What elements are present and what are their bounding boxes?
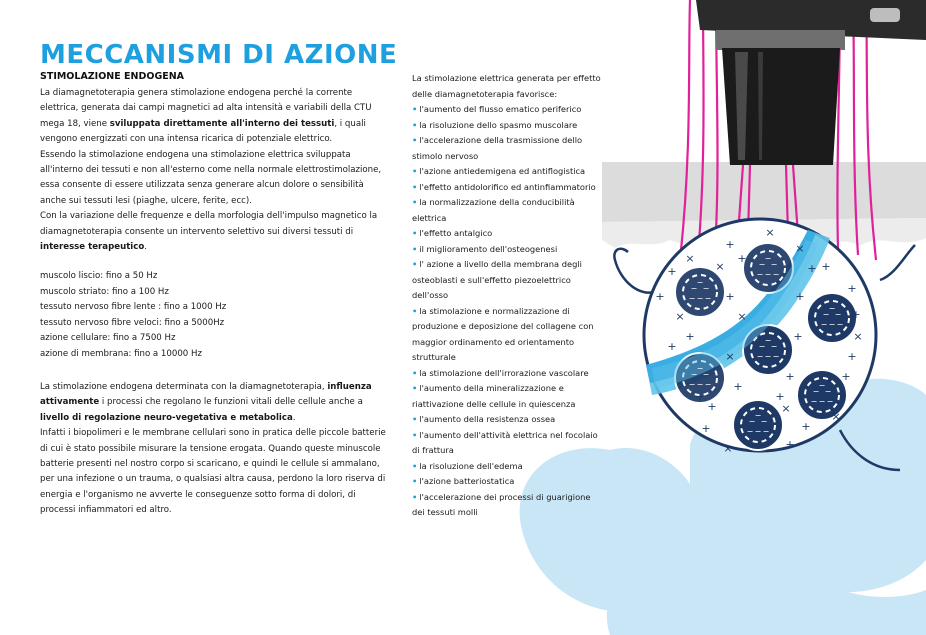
charge-mark: − [824, 387, 832, 396]
small-cell [807, 293, 857, 343]
page-title: MECCANISMI DI AZIONE [40, 40, 398, 70]
charge-mark: − [836, 320, 844, 329]
charge-mark: × [765, 226, 775, 239]
charge-mark: × [675, 310, 685, 323]
charge-mark: × [715, 260, 725, 273]
charge-mark: + [655, 290, 665, 303]
cellular-paragraph-2: Infatti i biopolimeri e le membrane cellulari sono in pratica delle piccole batterie di cui è stato possibile misurare la tensione erogata. Quando queste minuscole batterie presenti nel nostro corpo si scaricano, e quindi le cellule si ammalano, per una infezione o un trauma, o qualsiasi altra causa, perdono la loro riserva di energia e l'organismo ne avverte le conseguenze sotto forma di dolori, di processi infiammatori ed altro. [40, 428, 386, 516]
charge-mark: + [851, 308, 861, 321]
left-column [40, 86, 392, 519]
charge-mark: − [812, 387, 820, 396]
effect-item [412, 474, 602, 490]
charge-mark: + [785, 370, 795, 383]
charge-mark: − [818, 381, 826, 390]
effect-text: la risoluzione dell'edema [419, 460, 523, 471]
charge-mark: − [764, 270, 772, 279]
frequency-item: tessuto nervoso fibre veloci: fino a 5000Hz [40, 317, 225, 328]
effect-item [412, 180, 602, 196]
effects-intro: La stimolazione elettrica generata per effetto delle diamagnetoterapia favorisce: [412, 73, 601, 99]
charge-mark: + [795, 290, 805, 303]
effects-list [412, 102, 602, 521]
charge-mark: × [737, 310, 747, 323]
charge-mark: + [667, 340, 677, 353]
effect-item [412, 164, 602, 180]
effect-text: la risoluzione dello spasmo muscolare [419, 119, 578, 130]
charge-mark: − [690, 370, 698, 379]
charge-mark: × [795, 242, 805, 255]
bullet-icon: • [412, 429, 418, 440]
charge-mark: + [685, 330, 695, 343]
effect-text: la stimolazione dell'irrorazione vascolare [419, 367, 589, 378]
effect-item [412, 195, 602, 226]
charge-mark: × [831, 410, 841, 423]
bullet-icon: • [412, 104, 418, 114]
charge-mark: + [737, 252, 747, 265]
effect-item [412, 412, 602, 428]
charge-mark: − [688, 380, 696, 389]
charge-mark: − [770, 260, 778, 269]
charge-mark: − [826, 397, 834, 406]
frequency-item: azione cellulare: fino a 7500 Hz [40, 333, 176, 344]
charge-mark: + [801, 420, 811, 433]
effect-item [412, 102, 602, 118]
effect-item [412, 242, 602, 258]
charge-mark: × [853, 330, 863, 343]
bullet-icon: • [412, 197, 418, 207]
effect-text: la normalizzazione della conducibilità elettrica [412, 197, 575, 223]
effect-text: la stimolazione e normalizzazione di produzione e deposizione del collagene con maggior ordinamento ed orientamento strutturale [412, 305, 594, 362]
spacer [40, 255, 392, 269]
charge-mark: − [746, 427, 754, 436]
charge-mark: − [748, 417, 756, 426]
charge-mark: + [667, 265, 677, 278]
intro-paragraph-3: Con la variazione delle frequenze e della morfologia dell'impulso magnetico la diamagnetoterapia consente un intervento selettivo sui diversi tessuti di interesse terapeutico. [40, 211, 378, 253]
bullet-icon: • [412, 243, 418, 254]
section-subtitle: STIMOLAZIONE ENDOGENA [40, 71, 185, 82]
charge-mark: − [704, 294, 712, 303]
effect-text: l'effetto antidolorifico ed antinfiammatorio [419, 181, 596, 192]
charge-mark: + [785, 438, 795, 451]
charge-mark: − [696, 380, 704, 389]
bullet-icon: • [412, 181, 418, 192]
applicator-device [696, 0, 926, 165]
charge-mark: − [772, 270, 780, 279]
charge-mark: − [828, 304, 836, 313]
charge-mark: + [775, 390, 785, 403]
bullet-icon: • [412, 476, 418, 486]
charge-mark: − [688, 294, 696, 303]
frequency-item: muscolo striato: fino a 100 Hz [40, 286, 169, 297]
effect-text: l'aumento del flusso ematico periferico [419, 104, 582, 114]
effect-text: il miglioramento dell'osteogenesi [419, 243, 558, 254]
charge-mark: × [725, 350, 735, 363]
charge-mark: − [828, 320, 836, 329]
bullet-icon: • [412, 259, 418, 269]
spacer [40, 362, 392, 380]
frequency-item: tessuto nervoso fibre lente : fino a 1000 Hz [40, 302, 227, 313]
charge-mark: + [847, 282, 857, 295]
bullet-icon: • [412, 135, 418, 145]
charge-mark: + [695, 390, 705, 403]
bullet-icon: • [412, 119, 418, 130]
bullet-icon: • [412, 305, 418, 316]
bullet-icon: • [412, 228, 418, 238]
bullet-icon: • [412, 367, 418, 378]
charge-mark: + [821, 260, 831, 273]
charge-mark: + [793, 330, 803, 343]
effect-text: l' azione a livello della membrana degli osteoblasti e sull'effetto piezoelettrico dell'osso [412, 259, 582, 300]
effect-item [412, 118, 602, 134]
charge-mark: + [733, 380, 743, 393]
frequency-item: muscolo liscio: fino a 50 Hz [40, 271, 158, 282]
charge-mark: − [760, 417, 768, 426]
charge-mark: − [696, 294, 704, 303]
charge-mark: − [772, 352, 780, 361]
effect-item [412, 304, 602, 366]
effect-item [412, 428, 602, 459]
charge-mark: − [762, 427, 770, 436]
effect-item [412, 226, 602, 242]
effect-text: l'azione batteriostatica [419, 476, 515, 486]
frequency-list [40, 269, 392, 361]
charge-mark: − [754, 411, 762, 420]
charge-mark: − [696, 364, 704, 373]
bullet-icon: • [412, 383, 418, 393]
effect-text: l'accelerazione della trasmissione dello stimolo nervoso [412, 135, 583, 161]
small-cell [733, 400, 783, 450]
charge-mark: − [696, 278, 704, 287]
cellular-paragraph-1: La stimolazione endogena determinata con la diamagnetoterapia, influenza attivamente i processi che regolano le funzioni vitali delle cellule anche a livello di regolazione neuro-vegetativa e metabolica. [40, 381, 372, 423]
charge-mark: − [702, 370, 710, 379]
charge-mark: × [781, 402, 791, 415]
charge-mark: − [702, 284, 710, 293]
charge-mark: − [810, 397, 818, 406]
charge-mark: − [764, 254, 772, 263]
charge-mark: + [807, 262, 817, 275]
charge-mark: + [701, 422, 711, 435]
effect-text: l'effetto antalgico [419, 228, 493, 238]
right-column [412, 71, 602, 521]
intro-paragraph-2: Essendo la stimolazione endogena una stimolazione elettrica sviluppata all'interno dei tessuti e non all'esterno come nella normale elettrostimolazione, essa consente di essere utilizzata senza generare alcun dolore o sensibilità anche sui tessuti lesi (piaghe, ulcere, ferite, ecc). [40, 149, 382, 206]
effect-text: l'aumento della mineralizzazione e riattivazione delle cellule in quiescenza [412, 383, 576, 409]
charge-mark: − [754, 427, 762, 436]
effect-item [412, 257, 602, 304]
effect-text: l'aumento della resistenza ossea [419, 414, 556, 424]
charge-mark: − [704, 380, 712, 389]
charge-mark: + [725, 290, 735, 303]
charge-mark: + [847, 350, 857, 363]
charge-mark: − [818, 397, 826, 406]
effect-item [412, 459, 602, 475]
charge-mark: − [756, 352, 764, 361]
frequency-item: azione di membrana: fino a 10000 Hz [40, 348, 202, 359]
bullet-icon: • [412, 491, 418, 502]
charge-mark: − [770, 342, 778, 351]
bullet-icon: • [412, 414, 418, 424]
intro-paragraph-1: La diamagnetoterapia genera stimolazione endogena perché la corrente elettrica, generata dai campi magnetici ad alta intensità e variabili della CTU mega 18, viene sviluppata direttamente all'interno dei tessuti, i quali vengono energizzati con una intensa ricarica di potenziale elettrico. [40, 88, 372, 145]
charge-mark: − [764, 336, 772, 345]
effect-item [412, 133, 602, 164]
charge-mark: − [820, 320, 828, 329]
effect-text: l'aumento dell'attività elettrica nel focolaio di frattura [412, 429, 598, 455]
effect-item [412, 366, 602, 382]
effect-item [412, 381, 602, 412]
charge-mark: + [725, 238, 735, 251]
bullet-icon: • [412, 166, 418, 176]
charge-mark: − [834, 310, 842, 319]
charge-mark: − [690, 284, 698, 293]
charge-mark: + [841, 370, 851, 383]
bullet-icon: • [412, 460, 418, 471]
effect-text: l'azione antiedemigena ed antiflogistica [419, 166, 586, 176]
charge-mark: − [758, 342, 766, 351]
charge-mark: − [756, 270, 764, 279]
effect-text: l'accelerazione dei processi di guarigione dei tessuti molli [412, 491, 591, 517]
charge-mark: − [758, 260, 766, 269]
charge-mark: − [764, 352, 772, 361]
charge-mark: × [685, 252, 695, 265]
charge-mark: − [822, 310, 830, 319]
effect-item [412, 490, 602, 521]
charge-mark: + [707, 400, 717, 413]
charge-mark: × [723, 442, 733, 455]
